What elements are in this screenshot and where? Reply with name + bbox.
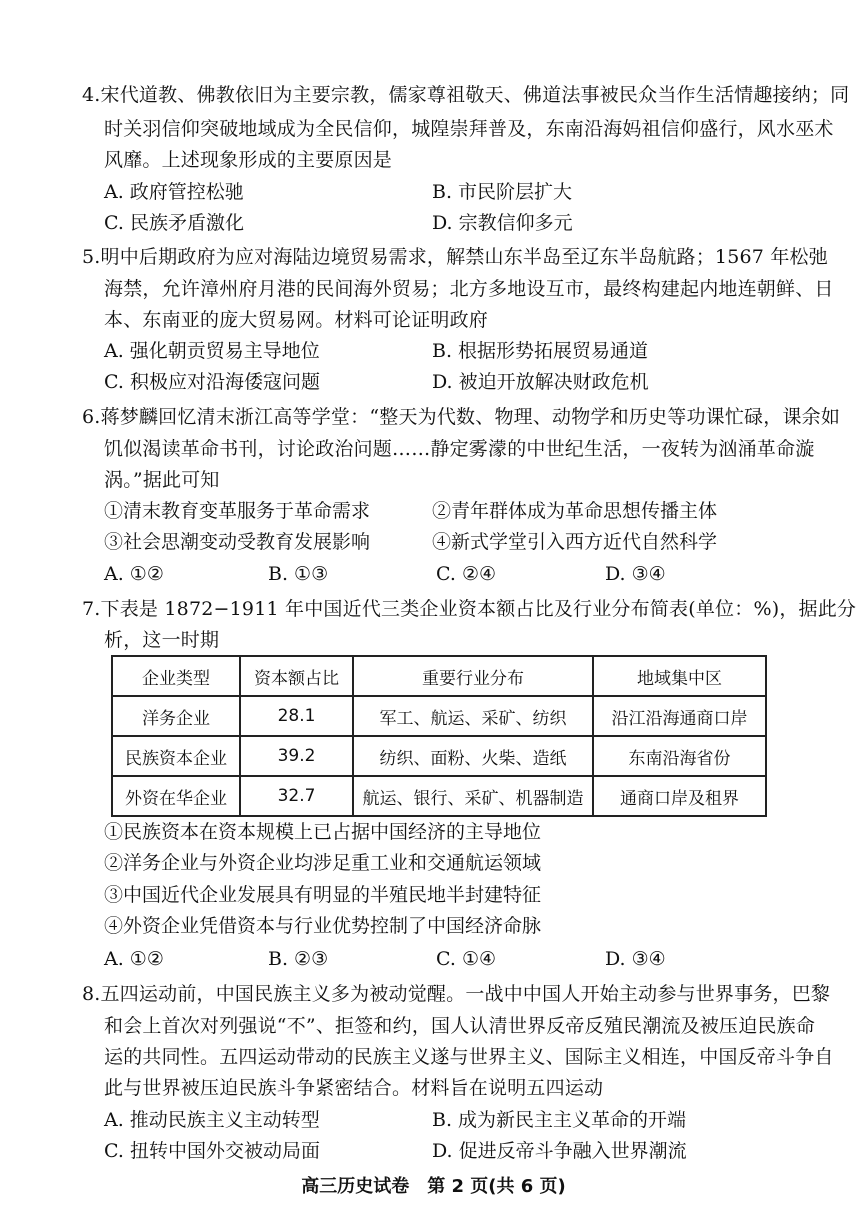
q4-option-b[interactable]: B. 市民阶层扩大: [432, 181, 573, 203]
table-cell: 通商口岸及租界: [593, 776, 766, 816]
q6-stem-line-2: 饥似渴读革命书刊，讨论政治问题……静定雾濛的中世纪生活，一夜转为汹涌革命漩: [104, 438, 815, 460]
q4-option-d[interactable]: D. 宗教信仰多元: [432, 212, 573, 234]
q8-stem-line-3: 运的共同性。五四运动带动的民族主义遂与世界主义、国际主义相连，中国反帝斗争自: [104, 1046, 834, 1068]
q4-option-c[interactable]: C. 民族矛盾激化: [104, 212, 244, 234]
q5-option-b[interactable]: B. 根据形势拓展贸易通道: [432, 340, 649, 362]
q8-stem-line-1: 8.五四运动前，中国民族主义多为被动觉醒。一战中中国人开始主动参与世界事务，巴黎: [82, 983, 831, 1005]
q4-stem-line-2: 时关羽信仰突破地域成为全民信仰，城隍崇拜普及，东南沿海妈祖信仰盛行，风水巫术: [104, 118, 834, 140]
q8-stem-line-2: 和会上首次对列强说“不”、拒签和约，国人认清世界反帝反殖民潮流及被压迫民族命: [104, 1015, 816, 1037]
q6-option-a[interactable]: A. ①②: [104, 563, 164, 585]
q7-statement-2: ②洋务企业与外资企业均涉足重工业和交通航运领域: [104, 852, 542, 874]
q8-option-d[interactable]: D. 促进反帝斗争融入世界潮流: [432, 1140, 687, 1162]
table-header-cell: 地域集中区: [593, 656, 766, 696]
q8-option-a[interactable]: A. 推动民族主义主动转型: [104, 1109, 320, 1131]
q5-stem-line-3: 本、东南亚的庞大贸易网。材料可论证明政府: [104, 309, 489, 331]
table-cell: 纺织、面粉、火柴、造纸: [353, 736, 593, 776]
q7-option-b[interactable]: B. ②③: [268, 948, 329, 970]
q7-stem-line-2: 析，这一时期: [104, 629, 220, 651]
q4-stem-line-3: 风靡。上述现象形成的主要原因是: [104, 149, 393, 171]
q6-statement-1: ①清末教育变革服务于革命需求: [104, 500, 371, 522]
page-footer: 高三历史试卷 第 2 页(共 6 页): [301, 1176, 566, 1197]
table-cell: 民族资本企业: [112, 736, 240, 776]
q6-statement-4: ④新式学堂引入西方近代自然科学: [432, 531, 718, 553]
q6-stem-line-3: 涡。”据此可知: [104, 469, 220, 491]
table-cell: 东南沿海省份: [593, 736, 766, 776]
q7-stem-line-1: 7.下表是 1872−1911 年中国近代三类企业资本额占比及行业分布简表(单位：%)，据此分: [82, 598, 857, 620]
table-header-cell: 企业类型: [112, 656, 240, 696]
q8-stem-line-4: 此与世界被压迫民族斗争紧密结合。材料旨在说明五四运动: [104, 1077, 604, 1099]
q6-option-b[interactable]: B. ①③: [268, 563, 329, 585]
q5-stem-line-1: 5.明中后期政府为应对海陆边境贸易需求，解禁山东半岛至辽东半岛航路；1567 年松弛: [82, 246, 828, 268]
q8-option-c[interactable]: C. 扭转中国外交被动局面: [104, 1140, 320, 1162]
q7-option-d[interactable]: D. ③④: [605, 948, 666, 970]
table-cell: 洋务企业: [112, 696, 240, 736]
q4-option-a[interactable]: A. 政府管控松驰: [104, 181, 244, 203]
table-cell: 军工、航运、采矿、纺织: [353, 696, 593, 736]
q7-statement-3: ③中国近代企业发展具有明显的半殖民地半封建特征: [104, 884, 542, 906]
table-cell: 32.7: [240, 776, 353, 816]
q5-option-c[interactable]: C. 积极应对沿海倭寇问题: [104, 371, 320, 393]
table-cell: 外资在华企业: [112, 776, 240, 816]
table-row: [112, 696, 766, 736]
q6-statement-2: ②青年群体成为革命思想传播主体: [432, 500, 718, 522]
table-row: [112, 736, 766, 776]
table-header-cell: 资本额占比: [240, 656, 353, 696]
q7-option-c[interactable]: C. ①④: [436, 948, 497, 970]
q5-option-a[interactable]: A. 强化朝贡贸易主导地位: [104, 340, 320, 362]
table-header-row: [112, 656, 766, 696]
q6-option-c[interactable]: C. ②④: [436, 563, 497, 585]
table-row: [112, 776, 766, 816]
table-cell: 航运、银行、采矿、机器制造: [353, 776, 593, 816]
q5-option-d[interactable]: D. 被迫开放解决财政危机: [432, 371, 649, 393]
q7-statement-4: ④外资企业凭借资本与行业优势控制了中国经济命脉: [104, 915, 542, 937]
q7-option-a[interactable]: A. ①②: [104, 948, 164, 970]
q8-option-b[interactable]: B. 成为新民主主义革命的开端: [432, 1109, 687, 1131]
q4-stem-line-1: 4.宋代道教、佛教依旧为主要宗教，儒家尊祖敬天、佛道法事被民众当作生活情趣接纳；同: [82, 84, 850, 106]
q6-stem-line-1: 6.蒋梦麟回忆清末浙江高等学堂：“整天为代数、物理、动物学和历史等功课忙碌，课余如: [82, 406, 841, 428]
q6-statement-3: ③社会思潮变动受教育发展影响: [104, 531, 371, 553]
q7-statement-1: ①民族资本在资本规模上已占据中国经济的主导地位: [104, 821, 542, 843]
enterprise-capital-table: [111, 655, 767, 817]
table-cell: 28.1: [240, 696, 353, 736]
q5-stem-line-2: 海禁，允许漳州府月港的民间海外贸易；北方多地设互市，最终构建起内地连朝鲜、日: [104, 278, 834, 300]
table-header-cell: 重要行业分布: [353, 656, 593, 696]
q6-option-d[interactable]: D. ③④: [605, 563, 666, 585]
table-cell: 39.2: [240, 736, 353, 776]
table-cell: 沿江沿海通商口岸: [593, 696, 766, 736]
